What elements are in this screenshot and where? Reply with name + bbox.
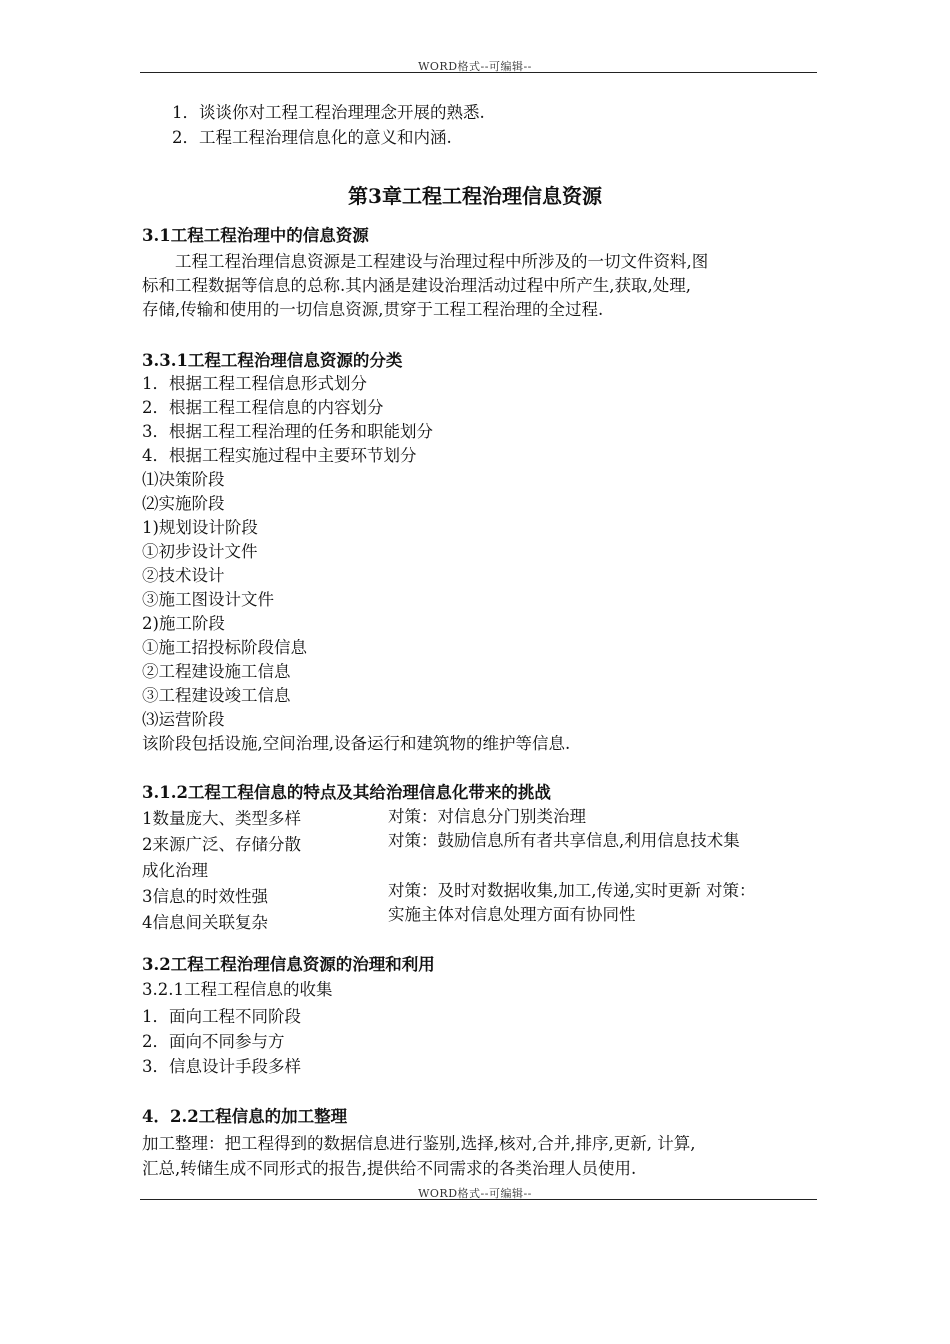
list-item: ①初步设计文件 [142,542,258,561]
countermeasure-line: 实施主体对信息处理方面有协同性 [388,905,636,924]
feature-item: 3信息的时效性强 [142,887,268,906]
list-item: 2．面向不同参与方 [142,1032,285,1051]
section-heading-4-2-2: 4．2.2工程信息的加工整理 [142,1107,348,1126]
countermeasure-line: 对策：鼓励信息所有者共享信息,利用信息技术集 [388,831,740,850]
list-item: ②工程建设施工信息 [142,662,291,681]
list-item: 3．信息设计手段多样 [142,1057,301,1076]
subsection-heading-3-2-1: 3.2.1工程工程信息的收集 [142,980,333,999]
page-footer: WORD格式--可编辑-- [418,1187,532,1200]
section-heading-3-1: 3.1工程工程治理中的信息资源 [142,226,369,245]
paragraph-line: 加工整理：把工程得到的数据信息进行鉴别,选择,核对,合并,排序,更新, 计算, [142,1134,696,1153]
list-item: 3．根据工程工程治理的任务和职能划分 [142,422,433,441]
countermeasure-line: 对策：对信息分门别类治理 [388,807,586,826]
page-header: WORD格式--可编辑-- [418,60,532,73]
list-item: ⑵实施阶段 [142,494,225,513]
list-item: ⑶运营阶段 [142,710,225,729]
list-item: ③施工图设计文件 [142,590,274,609]
list-item: 1)规划设计阶段 [142,518,258,537]
feature-item: 成化治理 [142,861,208,880]
list-item: ②技术设计 [142,566,225,585]
paragraph-line: 工程工程治理信息资源是工程建设与治理过程中所涉及的一切文件资料,图 [175,252,709,271]
list-item: ⑴决策阶段 [142,470,225,489]
paragraph-line: 该阶段包括设施,空间治理,设备运行和建筑物的维护等信息. [142,734,571,753]
chapter-title: 第3章工程工程治理信息资源 [348,184,602,208]
footer-rule [140,1199,817,1200]
paragraph-line: 汇总,转储生成不同形式的报告,提供给不同需求的各类治理人员使用. [142,1159,637,1178]
question-2: 2．工程工程治理信息化的意义和内涵. [172,128,452,147]
list-item: 2)施工阶段 [142,614,225,633]
paragraph-line: 存储,传输和使用的一切信息资源,贯穿于工程工程治理的全过程. [142,300,604,319]
list-item: 1．根据工程工程信息形式划分 [142,374,367,393]
feature-item: 4信息间关联复杂 [142,913,268,932]
list-item: ①施工招投标阶段信息 [142,638,307,657]
list-item: 4．根据工程实施过程中主要环节划分 [142,446,417,465]
list-item: ③工程建设竣工信息 [142,686,291,705]
feature-item: 2来源广泛、存储分散 [142,835,301,854]
header-rule [140,72,817,73]
section-heading-3-1-2: 3.1.2工程工程信息的特点及其给治理信息化带来的挑战 [142,783,551,802]
list-item: 2．根据工程工程信息的内容划分 [142,398,384,417]
list-item: 1．面向工程不同阶段 [142,1007,301,1026]
countermeasure-line: 对策：及时对数据收集,加工,传递,实时更新 对策： [388,881,756,900]
paragraph-line: 标和工程数据等信息的总称.其内涵是建设治理活动过程中所产生,获取,处理, [142,276,691,295]
section-heading-3-3-1: 3.3.1工程工程治理信息资源的分类 [142,351,403,370]
section-heading-3-2: 3.2工程工程治理信息资源的治理和利用 [142,955,435,974]
question-1: 1．谈谈你对工程工程治理理念开展的熟悉. [172,103,485,122]
feature-item: 1数量庞大、类型多样 [142,809,301,828]
